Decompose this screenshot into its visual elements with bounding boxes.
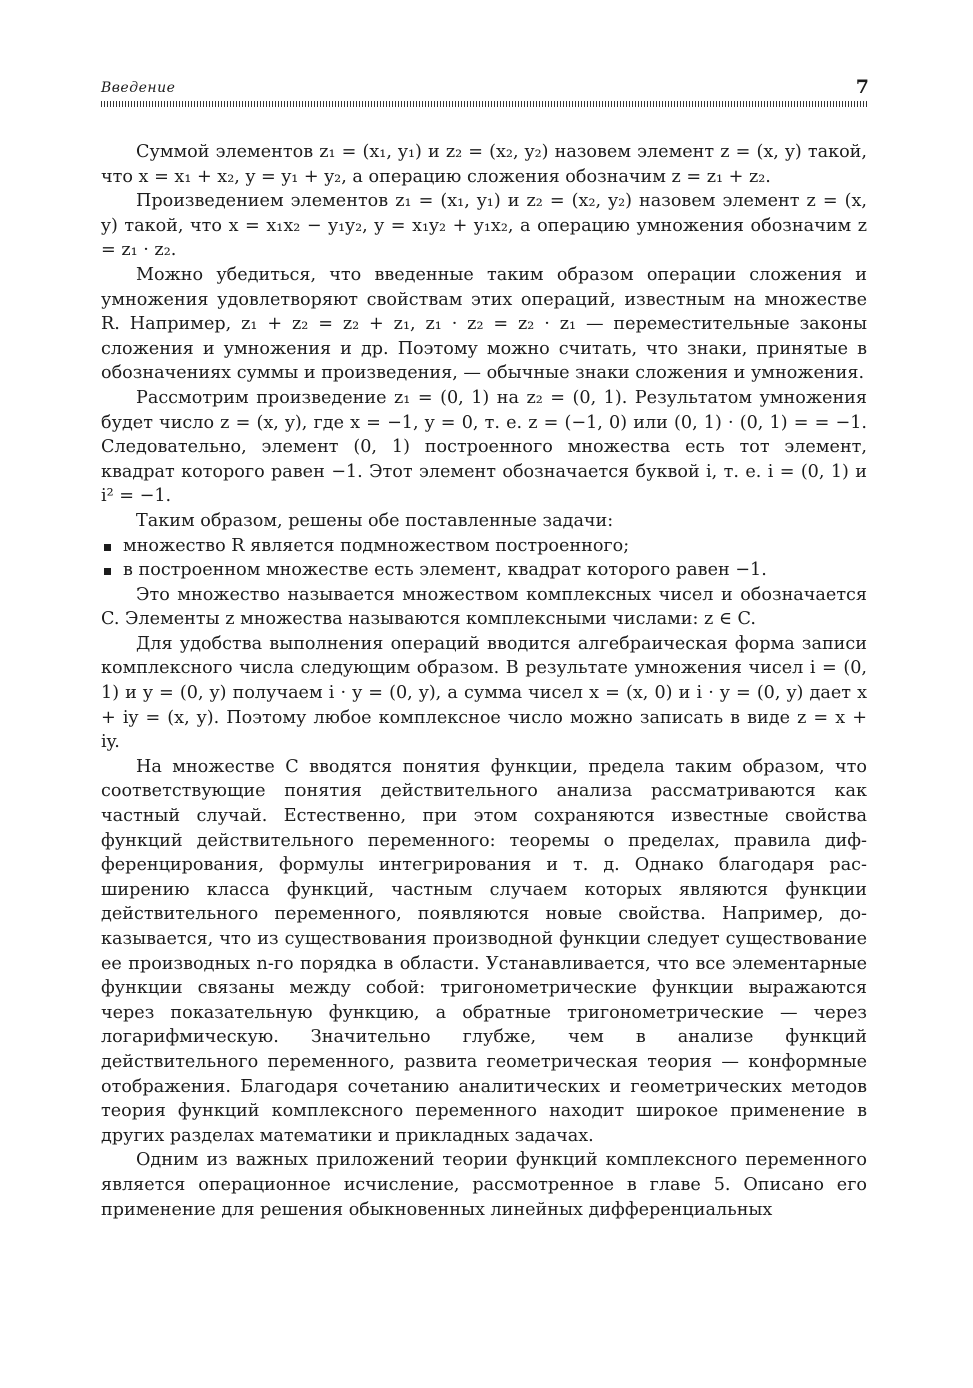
list-item <box>101 534 867 559</box>
paragraph-complex-set: Это множество называется множеством комплексных чисел и обозначается C. Элементы z множества называются комплексными числами: z ∈ C. <box>101 584 867 630</box>
square-bullet-icon <box>104 568 111 575</box>
paragraph-algebraic-form: Для удобства выполнения операций вводится алгебраическая форма записи комплексного числа следующим образом. В результате умножения чисел i = (0, 1) и y = (0, y) получаем i · y = (0, y), а сумма чисел x = (x, 0) и i · y = (0, y) дает x + iy = (x, y). Поэтому любое комплексное число можно записать в виде z = x + iy. <box>101 633 867 753</box>
square-bullet-icon <box>104 544 111 551</box>
running-title: Введение <box>101 80 176 96</box>
paragraph-operation-properties: Можно убедиться, что введенные таким образом операции сложения и умножения удовлетворяют свойствам этих операций, известным на множестве R. Например, z₁ + z₂ = z₂ + z₁, z₁ · z₂ = z₂ · z₁ — переместительные законы сложения и умножения и др. Поэтому можно считать, что знаки, принятые в обозначениях суммы и произведения, — обычные знаки сложения и умножения. <box>101 264 867 384</box>
paragraph-operational-calculus: Одним из важных приложений теории функций комплексного переменного является операционное исчисление, рассмотренное в главе 5. Описано его применение для решения обыкновенных линейных дифференциальных <box>101 1150 867 1220</box>
paragraph-complex-analysis: На множестве C вводятся понятия функции, предела таким образом, что соответствующие понятия действительного анализа рассматриваются как частный случай. Естественно, при этом сохраняются известные свойства функций действительного переменного: теоремы о пределах, правила дифференцирования, формулы интегрирования и т. д. Однако благодаря расширению класса функций, частным случаем которых являются функции действительного переменного, появляются новые свойства. Например, доказывается, что из существования производной функции следует существование ее производных n-го порядка в области. Устанавливается, что все элементарные функции связаны между собой: тригонометрические функции выражаются через показательную функцию, а обратные тригонометрические — через логарифмическую. Значительно глубже, чем в анализе функций действительного переменного, развита геометрическая теория — конформные отображения. Благодаря сочетанию аналитических и геометрических методов теория функций комплексного переменного находит широкое применение в других разделах математики и прикладных задачах. <box>101 756 867 1146</box>
header-rule <box>101 101 869 107</box>
body-text <box>101 140 867 1222</box>
bullet-list <box>101 534 867 583</box>
list-item-text: множество R является подмножеством построенного; <box>123 535 630 556</box>
paragraph-tasks-solved: Таким образом, решены обе поставленные задачи: <box>136 510 614 531</box>
page-number: 7 <box>855 76 869 98</box>
list-item-text: в построенном множестве есть элемент, квадрат которого равен −1. <box>123 560 767 581</box>
paragraph-imaginary-unit: Рассмотрим произведение z₁ = (0, 1) на z₂ = (0, 1). Результатом умножения будет число z = (x, y), где x = −1, y = 0, т. е. z = (−1, 0) или (0, 1) · (0, 1) = = −1. Следовательно, элемент (0, 1) построенного множества есть тот элемент, квадрат которого равен −1. Этот элемент обозначается буквой i, т. е. i = (0, 1) и i² = −1. <box>101 387 867 507</box>
page-header <box>101 78 869 100</box>
list-item <box>101 558 867 583</box>
paragraph-sum-definition: Суммой элементов z₁ = (x₁, y₁) и z₂ = (x₂, y₂) назовем элемент z = (x, y) такой, что x = x₁ + x₂, y = y₁ + y₂, а операцию сложения обозначим z = z₁ + z₂. <box>101 142 867 187</box>
paragraph-product-definition: Произведением элементов z₁ = (x₁, y₁) и z₂ = (x₂, y₂) назовем элемент z = (x, y) такой, что x = x₁x₂ − y₁y₂, y = x₁y₂ + y₁x₂, а операцию умножения обозначим z = z₁ · z₂. <box>101 191 867 261</box>
